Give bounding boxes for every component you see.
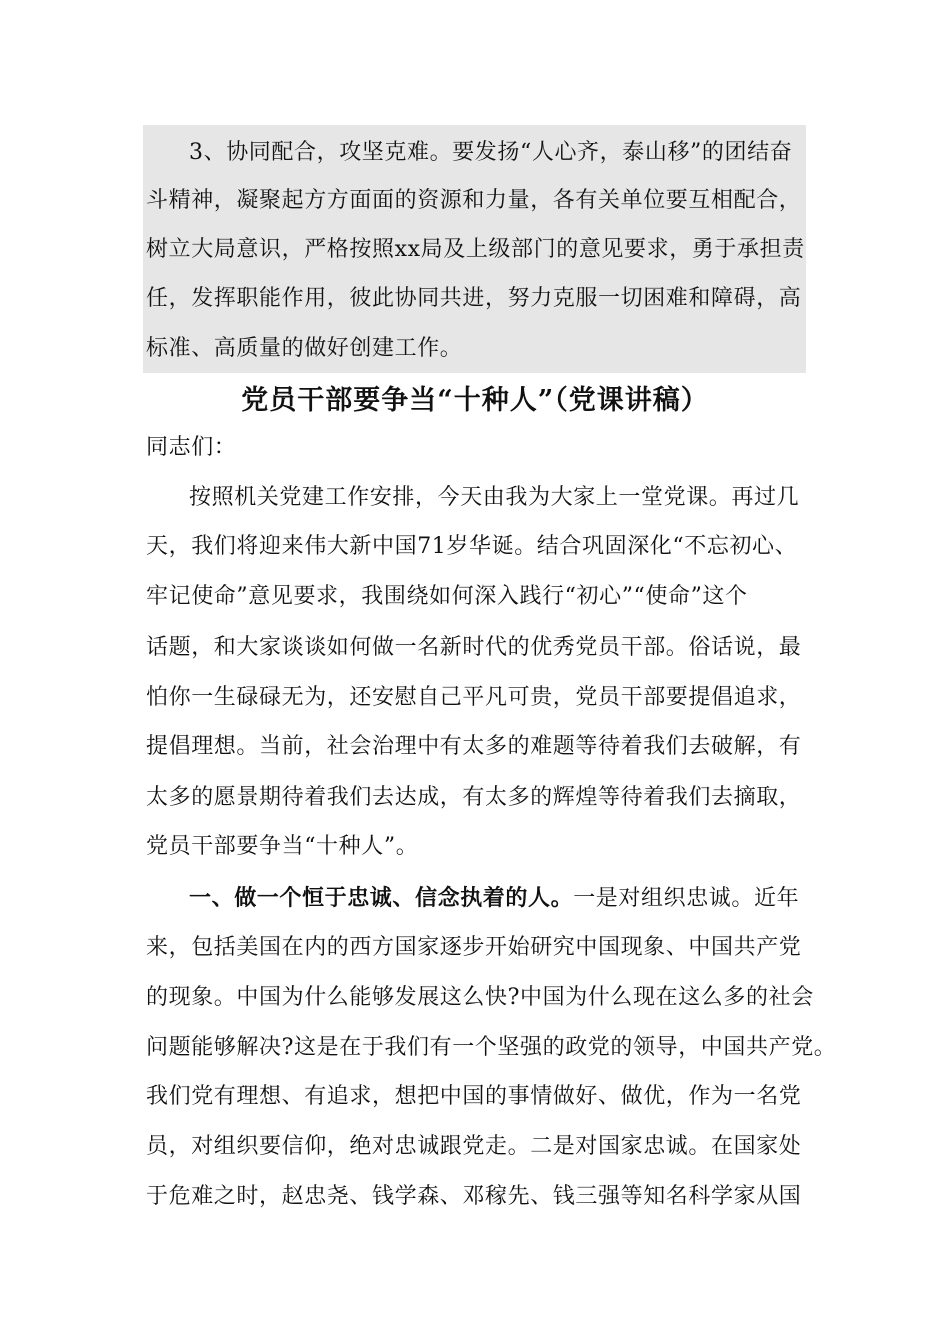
paragraph2-line-5: 我们党有理想、有追求，想把中国的事情做好、做优，作为一名党 xyxy=(146,1084,802,1109)
paragraph1-line-2: 天，我们将迎来伟大新中国71岁华诞。结合巩固深化“不忘初心、 xyxy=(146,534,798,559)
document-title: 党员干部要争当“十种人”（党课讲稿） xyxy=(241,385,709,416)
paragraph1-line-3: 牢记使命”意见要求，我围绕如何深入践行“初心”“使命”这个 xyxy=(146,584,748,609)
intro-line-5: 标准、高质量的做好创建工作。 xyxy=(146,336,463,361)
intro-line-2: 斗精神，凝聚起方方面面的资源和力量，各有关单位要互相配合， xyxy=(146,188,802,213)
paragraph1-line-5: 怕你一生碌碌无为，还安慰自己平凡可贵，党员干部要提倡追求， xyxy=(146,685,802,710)
paragraph2-line-1 xyxy=(189,884,799,913)
section-heading: 一、做一个恒于忠诚、信念执着的人。 xyxy=(189,885,574,911)
paragraph1-line-7: 太多的愿景期待着我们去达成，有太多的辉煌等待着我们去摘取， xyxy=(146,785,802,810)
intro-line-1: 3、协同配合，攻坚克难。要发扬“人心齐，泰山移”的团结奋 xyxy=(189,140,793,165)
paragraph2-line-3: 的现象。中国为什么能够发展这么快?中国为什么现在这么多的社会 xyxy=(146,985,814,1010)
paragraph2-line-4: 问题能够解决?这是在于我们有一个坚强的政党的领导，中国共产党。 xyxy=(146,1035,837,1060)
salutation: 同志们： xyxy=(146,435,237,460)
paragraph2-line-1-rest: 一是对组织忠诚。近年 xyxy=(573,886,800,911)
paragraph2-line-7: 于危难之时，赵忠尧、钱学森、邓稼先、钱三强等知名科学家从国 xyxy=(146,1184,802,1209)
paragraph1-line-4: 话题，和大家谈谈如何做一名新时代的优秀党员干部。俗话说，最 xyxy=(146,635,802,660)
paragraph1-line-1: 按照机关党建工作安排，今天由我为大家上一堂党课。再过几 xyxy=(189,485,800,510)
intro-line-3: 树立大局意识，严格按照xx局及上级部门的意见要求，勇于承担责 xyxy=(146,237,805,262)
paragraph1-line-6: 提倡理想。当前，社会治理中有太多的难题等待着我们去破解，有 xyxy=(146,734,802,759)
intro-line-4: 任，发挥职能作用，彼此协同共进，努力克服一切困难和障碍，高 xyxy=(146,286,802,311)
paragraph1-line-8: 党员干部要争当“十种人”。 xyxy=(146,834,419,859)
paragraph2-line-2: 来，包括美国在内的西方国家逐步开始研究中国现象、中国共产党 xyxy=(146,935,802,960)
paragraph2-line-6: 员，对组织要信仰，绝对忠诚跟党走。二是对国家忠诚。在国家处 xyxy=(146,1134,802,1159)
